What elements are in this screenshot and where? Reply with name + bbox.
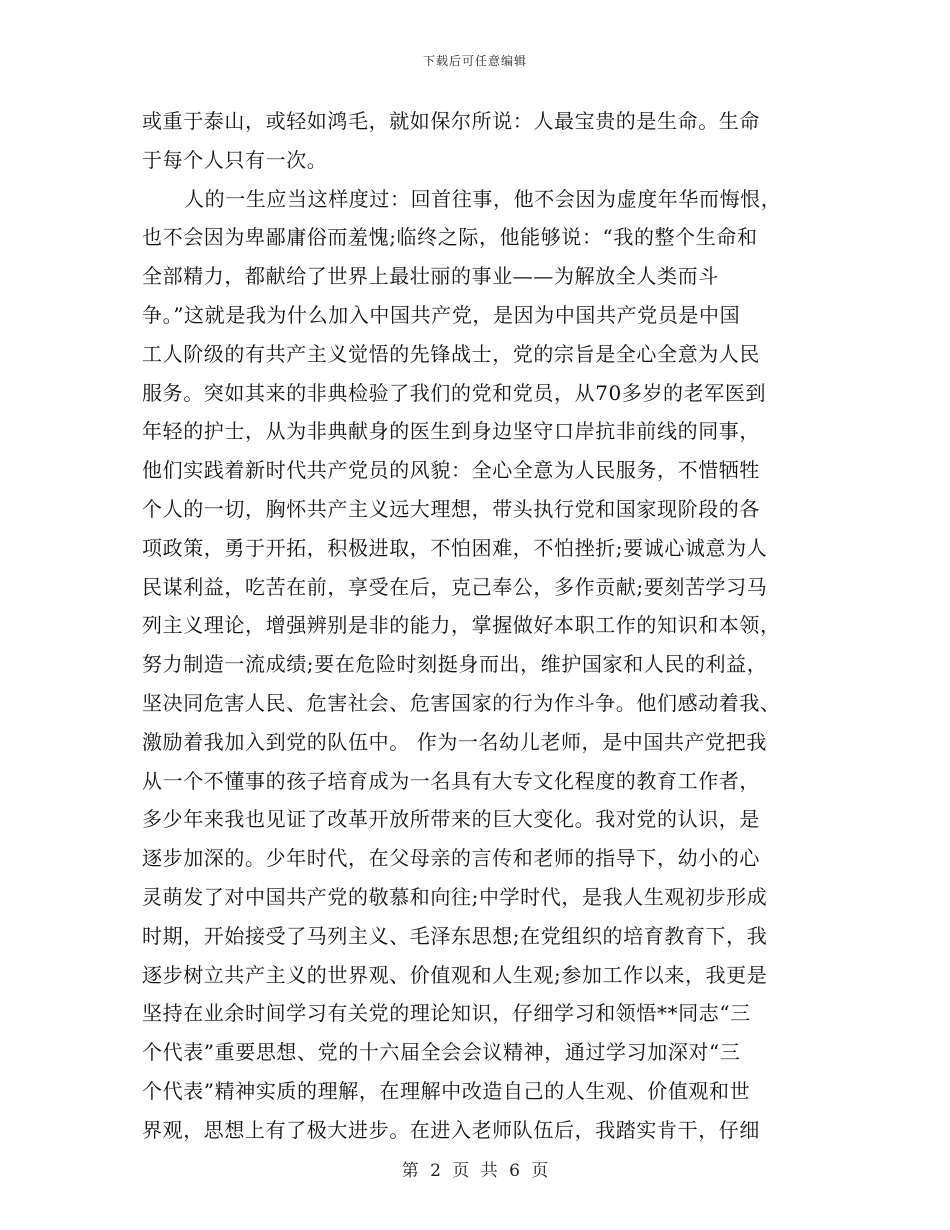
text-line: 他们实践着新时代共产党员的风貌：全心全意为人民服务，不惜牺牲 (142, 458, 760, 483)
text-line: 激励着我加入到党的队伍中。 作为一名幼儿老师，是中国共产党把我 (142, 729, 767, 754)
text-line: 或重于泰山，或轻如鸿毛，就如保尔所说：人最宝贵的是生命。生命 (142, 109, 760, 133)
document-body (142, 102, 812, 1150)
text-line: 逐步加深的。少年时代，在父母亲的言传和老师的指导下，幼小的心 (142, 846, 760, 871)
text-line: 坚持在业余时间学习有关党的理论知识，仔细学习和领悟**同志“三 (142, 1001, 751, 1026)
text-line: 于每个人只有一次。 (142, 147, 328, 172)
text-line: 年轻的护士，从为非典献身的医生到身边坚守口岸抗非前线的同事， (142, 419, 760, 444)
text-line: 个代表”精神实质的理解，在理解中改造自己的人生观、价值观和世 (142, 1078, 751, 1103)
text-line: 工人阶级的有共产主义觉悟的先锋战士，党的宗旨是全心全意为人民 (142, 341, 760, 366)
text-line: 逐步树立共产主义的世界观、价值观和人生观;参加工作以来，我更是 (142, 962, 768, 987)
text-line: 民谋利益，吃苦在前，享受在后，克己奉公，多作贡献;要刻苦学习马 (142, 574, 768, 599)
text-line: 坚决同危害人民、危害社会、危害国家的行为作斗争。他们感动着我、 (142, 690, 781, 715)
text-line: 时期，开始接受了马列主义、毛泽东思想;在党组织的培育教育下，我 (142, 923, 768, 948)
text-line: 全部精力，都献给了世界上最壮丽的事业——为解放全人类而斗 (142, 264, 719, 289)
page-number-footer: 第 2 页 共 6 页 (401, 1161, 549, 1181)
text-line: 界观，思想上有了极大进步。在进入老师队伍后，我踏实肯干，仔细 (142, 1117, 760, 1142)
text-line: 从一个不懂事的孩子培育成为一名具有大专文化程度的教育工作者， (142, 768, 760, 793)
text-line: 个人的一切，胸怀共产主义远大理想，带头执行党和国家现阶段的各 (142, 496, 760, 521)
text-line: 也不会因为卑鄙庸俗而羞愧;临终之际，他能够说：“我的整个生命和 (142, 225, 758, 250)
text-line: 灵萌发了对中国共产党的敬慕和向往;中学时代，是我人生观初步形成 (142, 884, 768, 909)
text-line: 多少年来我也见证了改革开放所带来的巨大变化。我对党的认识，是 (142, 807, 760, 832)
text-line: 努力制造一流成绩;要在危险时刻挺身而出，维护国家和人民的利益， (142, 652, 768, 677)
text-line: 争。”这就是我为什么加入中国共产党，是因为中国共产党员是中国 (142, 302, 741, 327)
text-line: 个代表”重要思想、党的十六届全会会议精神，通过学习加深对“三 (142, 1040, 741, 1065)
page-header: 下载后可任意编辑 (422, 54, 527, 68)
text-line: 列主义理论，增强辨别是非的能力，掌握做好本职工作的知识和本领， (142, 613, 781, 638)
paragraph-start-line: 人的一生应当这样度过：回首往事，他不会因为虚度年华而悔恨， (184, 186, 782, 211)
text-line: 服务。突如其来的非典检验了我们的党和党员，从70多岁的老军医到 (142, 380, 767, 405)
text-line: 项政策，勇于开拓，积极进取，不怕困难，不怕挫折;要诚心诚意为人 (142, 535, 768, 560)
